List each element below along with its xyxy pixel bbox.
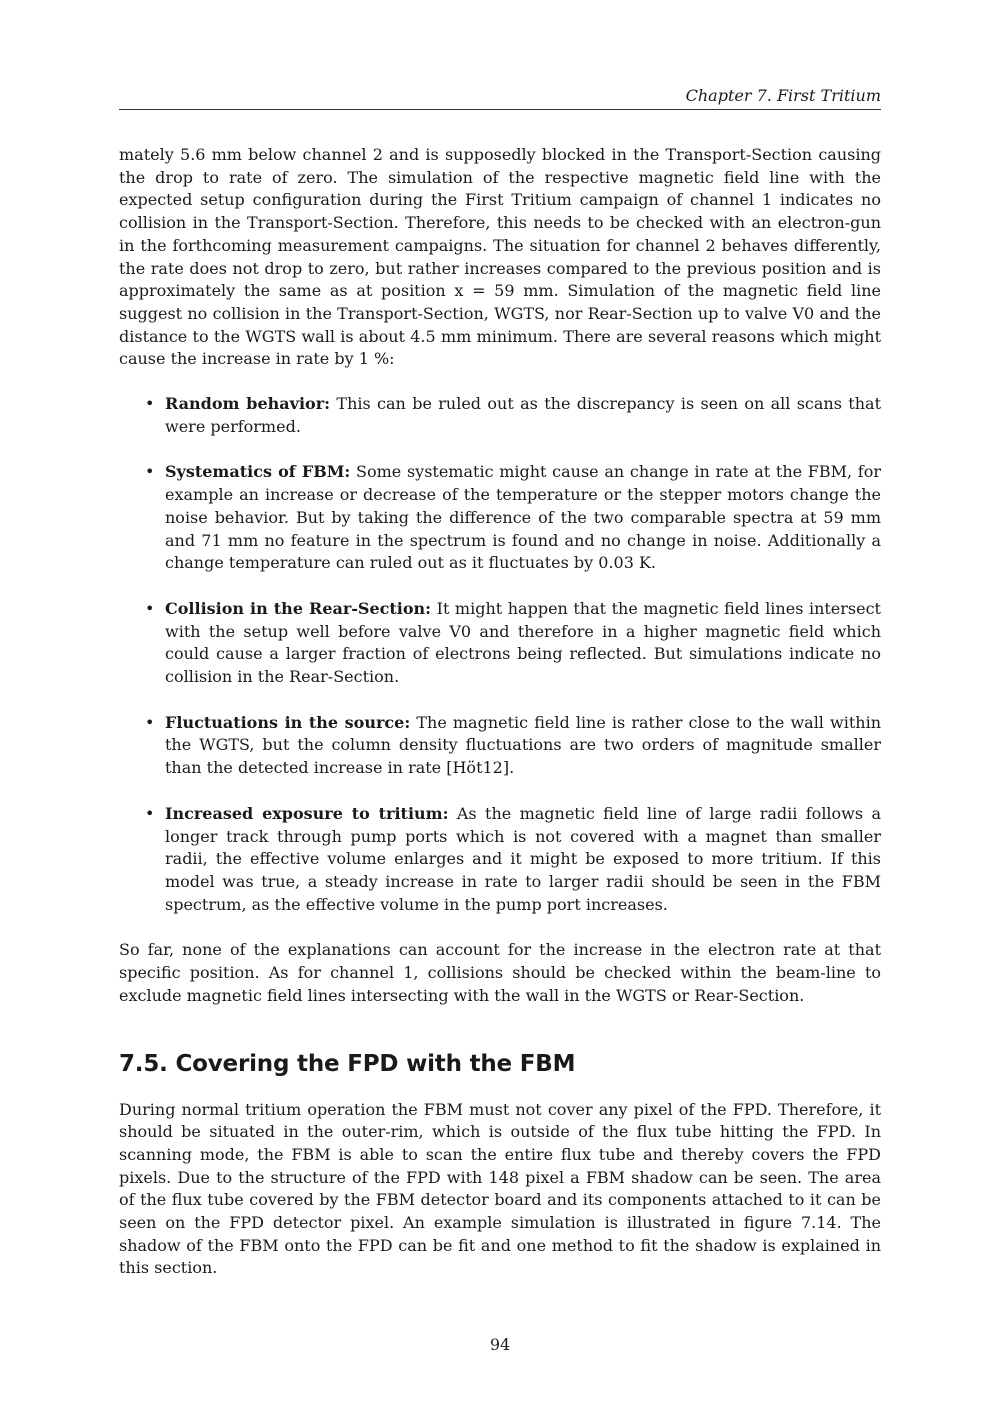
running-header: Chapter 7. First Tritium [685, 86, 881, 105]
page-body [119, 144, 881, 1280]
intro-paragraph: mately 5.6 mm below channel 2 and is supposedly blocked in the Transport-Section causing the drop to rate of zero. The simulation of the respective magnetic field line with the expected setup configuration during the First Tritium campaign of channel 1 indicates no collision in the Transport-Section. Therefore, this needs to be checked with an electron-gun in the forthcoming measurement campaigns. The situation for channel 2 behaves differently, the rate does not drop to zero, but rather increases compared to the previous position and is approximately the same as at position x = 59 mm. Simulation of the magnetic field line suggest no collision in the Transport-Section, WGTS, nor Rear-Section up to valve V0 and the distance to the WGTS wall is about 4.5 mm minimum. There are several reasons which might cause the increase in rate by 1 %: [119, 145, 881, 369]
list-item-label: Fluctuations in the source: [165, 712, 411, 732]
list-item-label: Systematics of FBM: [165, 462, 351, 482]
list-item [119, 598, 881, 689]
list-item-label: Increased exposure to tritium: [165, 803, 449, 823]
list-item [119, 461, 881, 575]
bullet-icon: • [145, 394, 155, 414]
list-item-text: The magnetic field line is rather close to the wall within the WGTS, but the column density fluctuations are two orders of magnitude smaller than the detected increase in rate [Höt12]. [165, 712, 881, 778]
section-paragraph: During normal tritium operation the FBM must not cover any pixel of the FPD. Therefore, it should be situated in the outer-rim, which is outside of the flux tube hitting the FPD. In scanning mode, the FBM is able to scan the entire flux tube and thereby covers the FPD pixels. Due to the structure of the FPD with 148 pixel a FBM shadow can be seen. The area of the flux tube covered by the FBM detector board and its components attached to it can be seen on the FPD detector pixel. An example simulation is illustrated in figure 7.14. The shadow of the FBM onto the FPD can be fit and one method to fit the shadow is explained in this section. [119, 1099, 881, 1278]
list-item-text: This can be ruled out as the discrepancy is seen on all scans that were performed. [165, 394, 882, 436]
bullet-icon: • [145, 803, 155, 823]
header-rule [119, 109, 881, 110]
page-number: 94 [489, 1335, 511, 1354]
bullet-icon: • [145, 712, 155, 732]
bullet-icon: • [145, 462, 155, 482]
list-item [119, 712, 881, 780]
list-item-text: Some systematic might cause an change in rate at the FBM, for example an increase or decrease of the temperature or the stepper motors change the noise behavior. But by taking the difference of the two comparable spectra at 59 mm and 71 mm no feature in the spectrum is found and no change in noise. Additionally a change temperature can ruled out as it fluctuates by 0.03 K. [165, 462, 881, 573]
closing-paragraph: So far, none of the explanations can account for the increase in the electron rate at that specific position. As for channel 1, collisions should be checked within the beam-line to exclude magnetic field lines intersecting with the wall in the WGTS or Rear-Section. [119, 940, 881, 1005]
list-item-label: Collision in the Rear-Section: [165, 598, 432, 618]
list-item-text: As the magnetic field line of large radii follows a longer track through pump ports which is not covered with a magnet than smaller radii, the effective volume enlarges and it might be exposed to more tritium. If this model was true, a steady increase in rate to larger radii should be seen in the FBM spectrum, as the effective volume in the pump port increases. [165, 803, 881, 914]
list-item-text: It might happen that the magnetic field lines intersect with the setup well before valve V0 and therefore in a higher magnetic field which could cause a larger fraction of electrons being reflected. But simulations indicate no collision in the Rear-Section. [165, 598, 881, 687]
bullet-icon: • [145, 598, 155, 618]
list-item [119, 393, 881, 438]
list-item [119, 803, 881, 917]
section-heading: 7.5. Covering the FPD with the FBM [119, 1050, 576, 1077]
reasons-list [119, 393, 881, 916]
list-item-label: Random behavior: [165, 394, 331, 414]
